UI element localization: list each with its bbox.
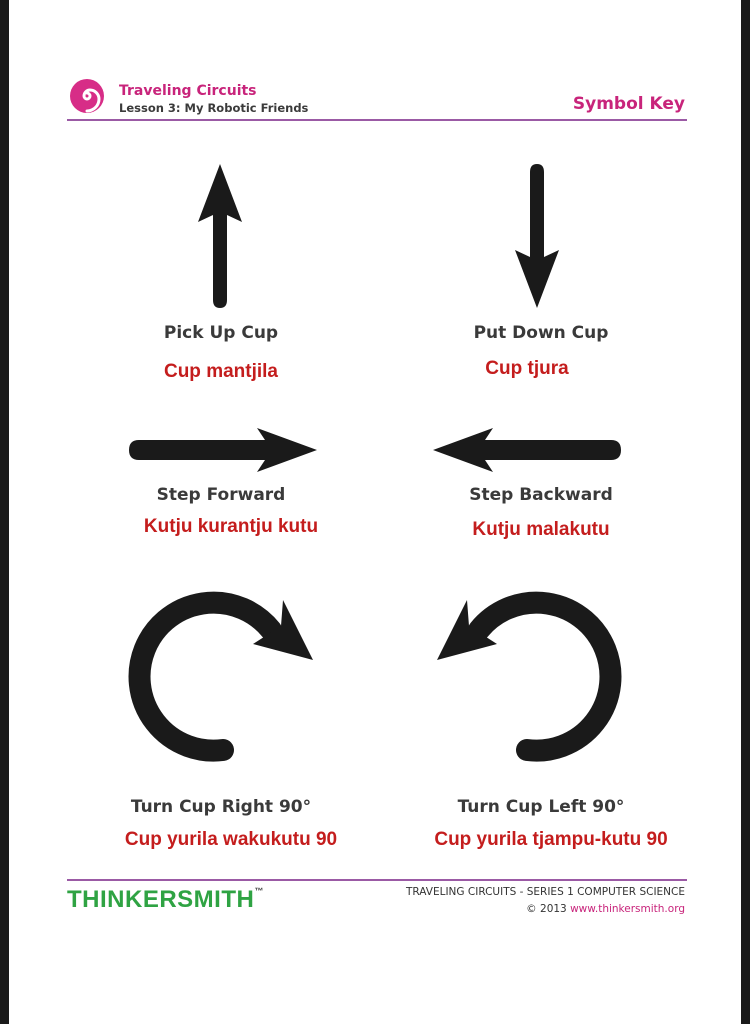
lesson-title: Lesson 3: My Robotic Friends xyxy=(119,101,309,115)
label-step-backward: Step Backward xyxy=(469,485,613,505)
arrow-up-icon xyxy=(190,160,250,312)
translation-step-backward: Kutju malakutu xyxy=(472,519,610,540)
brand-text-end: TH xyxy=(221,886,255,913)
translation-step-forward: Kutju kurantju kutu xyxy=(143,516,319,537)
header-divider xyxy=(67,119,687,121)
left-edge xyxy=(0,0,9,1024)
copyright-line xyxy=(526,903,685,915)
label-turn-cup-right: Turn Cup Right 90° xyxy=(130,797,312,817)
brand-text-i: I xyxy=(214,886,222,913)
website-link[interactable]: www.thinkersmith.org xyxy=(570,903,685,915)
footer-divider xyxy=(67,879,687,881)
arrow-right-icon xyxy=(125,422,321,478)
label-step-forward: Step Forward xyxy=(156,485,286,505)
page-title: Symbol Key xyxy=(572,94,685,114)
copyright-text: © 2013 xyxy=(526,903,567,915)
thinkersmith-logo xyxy=(67,886,264,914)
page xyxy=(9,0,741,1024)
right-edge xyxy=(741,0,750,1024)
spiral-logo-icon xyxy=(67,76,107,116)
brand-text-start: THINKERSM xyxy=(67,886,215,913)
label-put-down-cup: Put Down Cup xyxy=(473,323,609,343)
translation-pick-up-cup: Cup mantjila xyxy=(163,361,278,382)
turn-right-icon xyxy=(121,578,321,764)
translation-turn-cup-right: Cup yurila wakukutu 90 xyxy=(124,829,338,850)
translation-turn-cup-left: Cup yurila tjampu-kutu 90 xyxy=(434,829,668,850)
app-title: Traveling Circuits xyxy=(119,83,257,99)
translation-put-down-cup: Cup tjura xyxy=(485,358,569,379)
turn-left-icon xyxy=(429,578,629,764)
arrow-left-icon xyxy=(429,422,625,478)
label-pick-up-cup: Pick Up Cup xyxy=(163,323,279,343)
series-text: TRAVELING CIRCUITS - SERIES 1 COMPUTER SCIENCE xyxy=(406,886,685,898)
arrow-down-icon xyxy=(507,160,567,312)
label-turn-cup-left: Turn Cup Left 90° xyxy=(457,797,625,817)
trademark-symbol: ™ xyxy=(254,886,264,896)
